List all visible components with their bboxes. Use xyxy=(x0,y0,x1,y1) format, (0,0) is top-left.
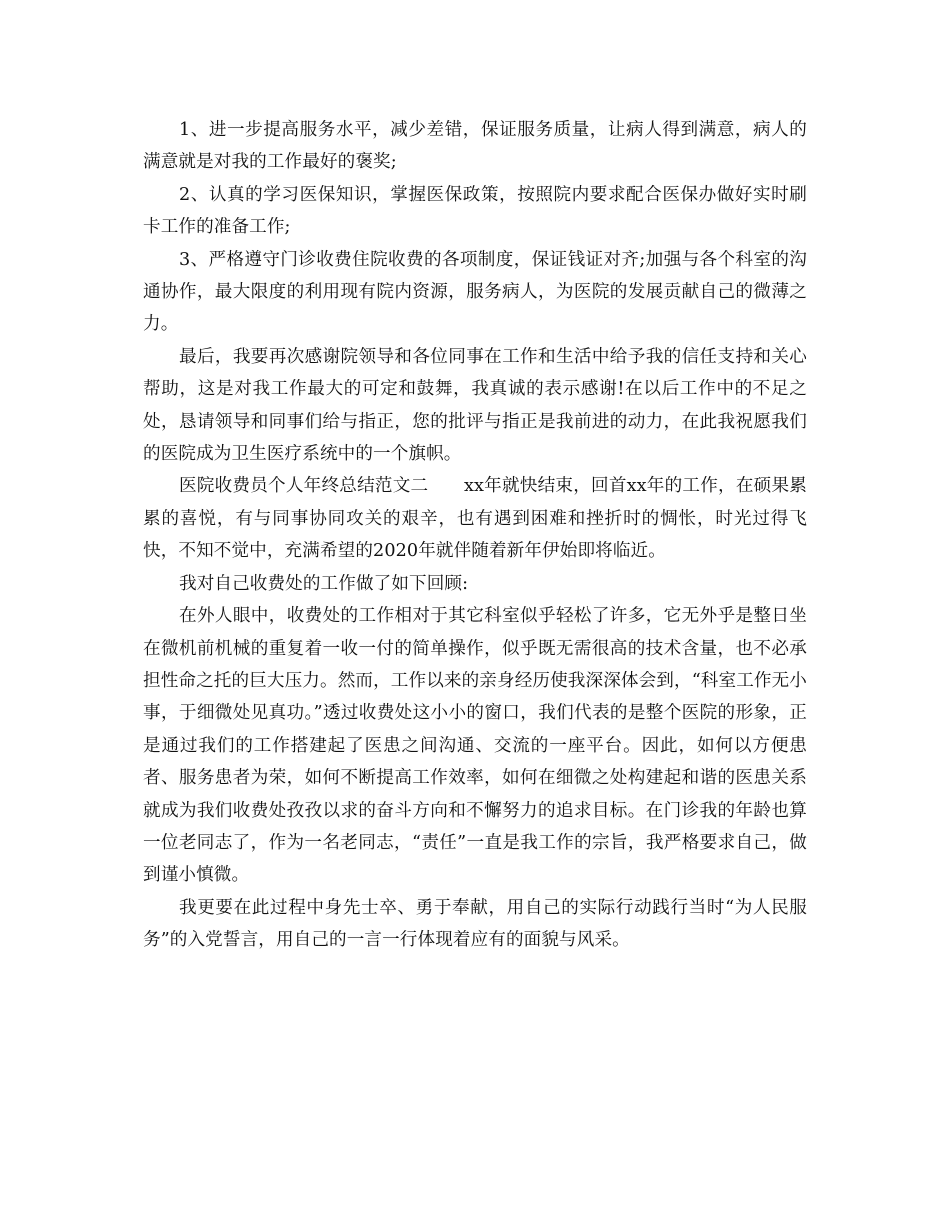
paragraph: 最后，我要再次感谢院领导和各位同事在工作和生活中给予我的信任支持和关心帮助，这是对我工作最大的可定和鼓舞，我真诚的表示感谢!在以后工作中的不足之处，恳请领导和同事们给与指正，您的批评与指正是我前进的动力，在此我祝愿我们的医院成为卫生医疗系统中的一个旗帜。 xyxy=(143,346,807,465)
document-body xyxy=(143,114,807,957)
paragraph: 3、严格遵守门诊收费住院收费的各项制度，保证钱证对齐;加强与各个科室的沟通协作，最大限度的利用现有院内资源，服务病人，为医院的发展贡献自己的微薄之力。 xyxy=(143,249,807,335)
paragraph: 1、进一步提高服务水平，减少差错，保证服务质量，让病人得到满意，病人的满意就是对我的工作最好的褒奖; xyxy=(143,120,807,173)
paragraph: 医院收费员个人年终总结范文二 xx年就快结束，回首xx年的工作，在硕果累累的喜悦，有与同事协同攻关的艰辛，也有遇到困难和挫折时的惆怅，时光过得飞快，不知不觉中，充满希望的2020年就伴随着新年伊始即将临近。 xyxy=(143,476,807,562)
paragraph: 在外人眼中，收费处的工作相对于其它科室似乎轻松了许多，它无外乎是整日坐在微机前机械的重复着一收一付的简单操作，似乎既无需很高的技术含量，也不必承担性命之托的巨大压力。然而，工作以来的亲身经历使我深深体会到，“科室工作无小事，于细微处见真功。”透过收费处这小小的窗口，我们代表的是整个医院的形象，正是通过我们的工作搭建起了医患之间沟通、交流的一座平台。因此，如何以方便患者、服务患者为荣，如何不断提高工作效率，如何在细微之处构建起和谐的医患关系就成为我们收费处孜孜以求的奋斗方向和不懈努力的追求目标。在门诊我的年龄也算一位老同志了，作为一名老同志，“责任”一直是我工作的宗旨，我严格要求自己，做到谨小慎微。 xyxy=(143,606,807,886)
paragraph: 我更要在此过程中身先士卒、勇于奉献，用自己的实际行动践行当时“为人民服务”的入党誓言，用自己的一言一行体现着应有的面貌与风采。 xyxy=(143,897,807,951)
paragraph: 我对自己收费处的工作做了如下回顾: xyxy=(179,573,469,594)
paragraph: 2、认真的学习医保知识，掌握医保政策，按照院内要求配合医保办做好实时刷卡工作的准备工作; xyxy=(143,184,807,238)
